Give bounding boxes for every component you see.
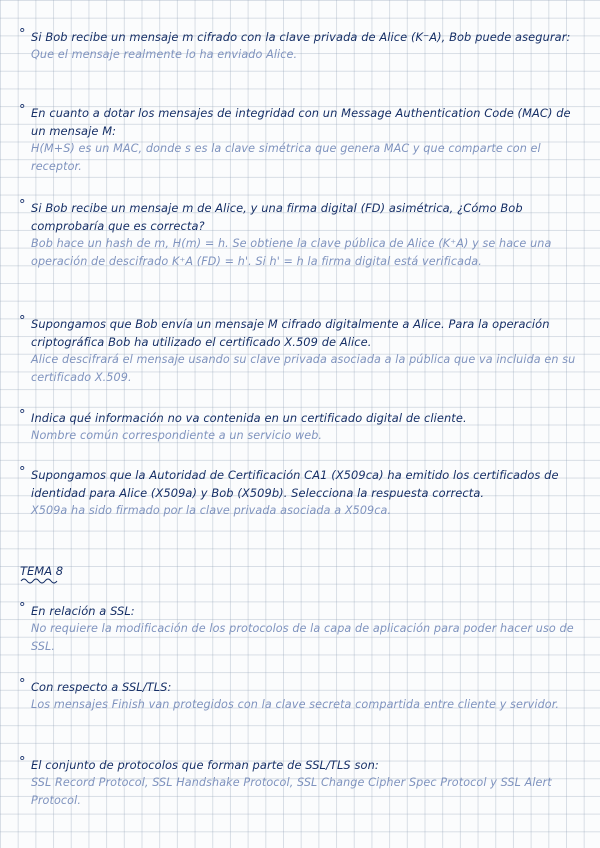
note-answer: X509a ha sido firmado por la clave privada asociada a X509ca. [31,504,392,517]
bullet-icon: ° [19,601,26,616]
section-title: TEMA 8 [20,564,64,578]
note-answer: Alice descifrará el mensaje usando su clave privada asociada a la pública que va incluida en su certificado X.509. [31,353,576,384]
note-question: Indica qué información no va contenida en un certificado digital de cliente. [31,411,467,425]
note-answer: Bob hace un hash de m, H(m) = h. Se obtiene la clave pública de Alice (K⁺A) y se hace una operación de descifrado K⁺A (FD) = h'. Si h' = h la firma digital está verificada. [31,237,552,268]
bullet-icon: ° [19,408,26,423]
note-2 [18,104,584,176]
note-question: Si Bob recibe un mensaje m cifrado con la clave privada de Alice (K⁻A), Bob puede asegurar: [31,30,571,44]
note-answer: Que el mensaje realmente lo ha enviado Alice. [31,48,298,61]
note-question: Supongamos que la Autoridad de Certificación CA1 (X509ca) ha emitido los certificados de identidad para Alice (X509a) y Bob (X509b). Selecciona la respuesta correcta. [31,468,559,500]
bullet-icon: ° [19,198,26,213]
note-8 [18,678,584,714]
bullet-icon: ° [19,103,26,118]
bullet-icon: ° [19,677,26,692]
note-question: Si Bob recibe un mensaje m de Alice, y una firma digital (FD) asimétrica, ¿Cómo Bob comprobaría que es correcta? [31,201,523,233]
note-4 [18,315,584,387]
note-question: En cuanto a dotar los mensajes de integridad con un Message Authentication Code (MAC) de un mensaje M: [31,106,571,138]
note-9 [18,756,584,810]
note-answer: Los mensajes Finish van protegidos con la clave secreta compartida entre cliente y servidor. [31,698,560,711]
note-5 [18,409,584,445]
note-answer: H(M+S) es un MAC, donde s es la clave simétrica que genera MAC y que comparte con el receptor. [31,142,541,173]
note-3 [18,199,584,271]
note-answer: SSL Record Protocol, SSL Handshake Protocol, SSL Change Cipher Spec Protocol y SSL Alert Protocol. [31,776,552,807]
note-7 [18,602,584,656]
note-question: El conjunto de protocolos que forman parte de SSL/TLS son: [31,758,379,772]
bullet-icon: ° [19,755,26,770]
bullet-icon: ° [19,27,26,42]
note-answer: Nombre común correspondiente a un servicio web. [31,429,323,442]
note-question: Supongamos que Bob envía un mensaje M cifrado digitalmente a Alice. Para la operación criptográfica Bob ha utilizado el certificado X.509 de Alice. [31,317,550,349]
note-answer: No requiere la modificación de los protocolos de la capa de aplicación para poder hacer uso de SSL. [31,622,574,653]
note-question: Con respecto a SSL/TLS: [31,680,172,694]
underline-squiggle [20,577,60,585]
note-1 [18,28,584,64]
bullet-icon: ° [19,465,26,480]
note-6 [18,466,584,520]
bullet-icon: ° [19,314,26,329]
note-question: En relación a SSL: [31,604,135,618]
